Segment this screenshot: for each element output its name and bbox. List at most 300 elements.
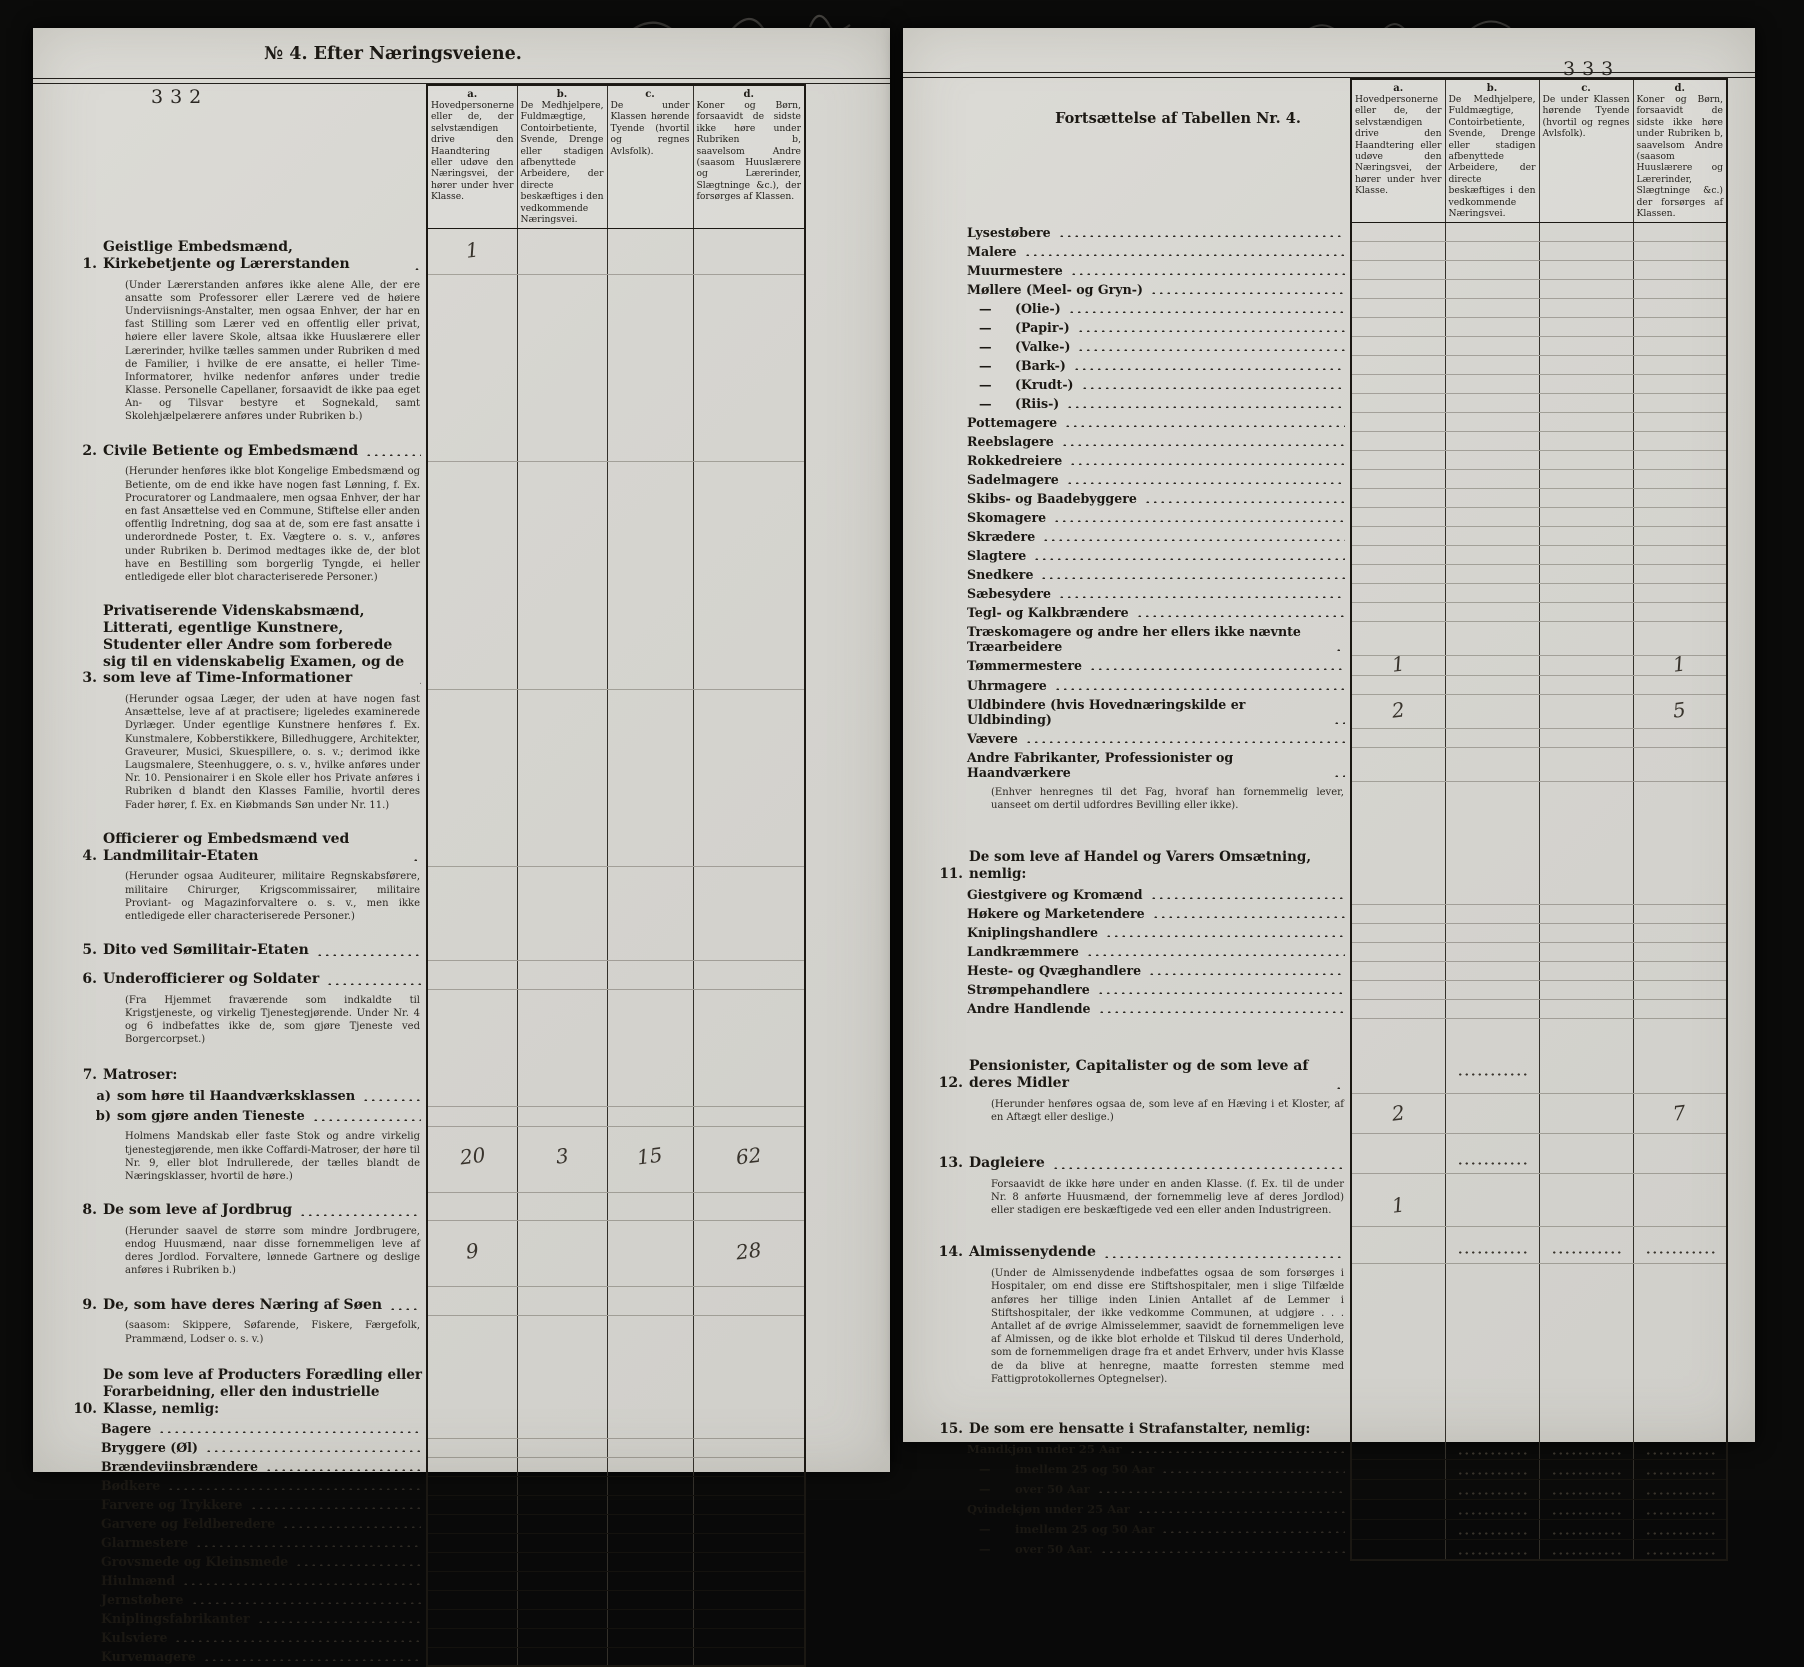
count-cell-b (517, 275, 607, 433)
count-cell-d (1633, 1226, 1727, 1234)
dot-leader (1100, 1550, 1345, 1553)
table-row (67, 1552, 805, 1571)
dot-leader (1042, 538, 1345, 541)
count-cell-d (1633, 1048, 1727, 1094)
count-cell-b (1445, 451, 1539, 470)
count-cell-d (1633, 451, 1727, 470)
count-cell-a (427, 1590, 517, 1609)
dot-leader (1066, 481, 1345, 484)
table-row (933, 489, 1727, 508)
count-cell-b (517, 1355, 607, 1420)
table-row (933, 1499, 1727, 1519)
count-cell-d (1633, 942, 1727, 961)
row-label-cell (933, 1174, 1351, 1227)
dot-leader (1069, 462, 1345, 465)
table-row (67, 1628, 805, 1647)
count-cell-b (517, 1126, 607, 1192)
count-cell-a (1351, 375, 1445, 394)
footnote-text: (Herunder saavel de større som mindre Jordbrugere, endog Huusmænd, naar disse fornemmeligen leve af deres Jordlod. Forvaltere, lønnede Gartnere og deslige anføres i Rubriken b.) (125, 1225, 420, 1277)
count-cell-a (427, 1419, 517, 1438)
row-label: Skibs- og Baadebyggere (967, 490, 1137, 506)
count-cell-a (427, 461, 517, 593)
row-label: Sæbesydere (967, 585, 1052, 601)
count-cell-c (607, 433, 693, 462)
row-label-cell (933, 242, 1351, 261)
count-cell-a (1351, 584, 1445, 603)
row-label: Andre Fabrikanter, Professionister og Haandværkere (967, 749, 1234, 780)
row-label: (Bark-) (1015, 357, 1066, 373)
count-cell-d (1633, 1094, 1727, 1133)
row-label-cell (933, 782, 1351, 821)
count-cell-b (1445, 904, 1539, 923)
count-cell-a (427, 821, 517, 867)
row-label: Vævere (967, 730, 1018, 746)
table-row (67, 932, 805, 961)
row-label: Kniplingsfabrikanter (101, 1611, 250, 1627)
count-cell-d (1633, 337, 1727, 356)
count-cell-d (1633, 223, 1727, 242)
count-cell-a (1351, 1395, 1445, 1409)
count-cell-d (1633, 318, 1727, 337)
spacer-row (933, 1395, 1727, 1409)
count-cell-d (1633, 904, 1727, 923)
dot-leader (312, 1118, 421, 1121)
row-label-cell (933, 1094, 1351, 1133)
row-label-cell (67, 1438, 427, 1457)
row-label-cell (933, 261, 1351, 280)
count-cell-d (1633, 1499, 1727, 1519)
row-label: Qvindekjøn under 25 Aar (967, 1502, 1130, 1517)
count-cell-b (1445, 999, 1539, 1018)
row-label: Skrædere (967, 528, 1036, 544)
row-label: De som leve af Jordbrug (103, 1202, 293, 1219)
dot-leader (299, 1213, 421, 1216)
count-cell-c (1539, 413, 1633, 432)
count-cell-d (1633, 885, 1727, 904)
count-cell-d (1633, 837, 1727, 885)
row-label-cell (933, 885, 1351, 904)
table-row (933, 223, 1727, 242)
count-cell-b (1445, 470, 1539, 489)
row-label: Garvere og Feldberedere (101, 1516, 276, 1532)
dot-leader (389, 1307, 421, 1310)
count-cell-a (1351, 1499, 1445, 1519)
dotted-filler (1551, 1251, 1622, 1254)
dot-leader (1054, 687, 1345, 690)
count-cell-a (427, 1055, 517, 1086)
count-cell-a (427, 229, 517, 275)
row-label-cell (67, 1476, 427, 1495)
count-cell-b (1445, 375, 1539, 394)
count-cell-c (607, 1628, 693, 1647)
count-cell-b (517, 932, 607, 961)
dotted-filler (1457, 1073, 1528, 1076)
row-label-cell (933, 375, 1351, 394)
count-cell-d (1633, 546, 1727, 565)
count-cell-a (1351, 961, 1445, 980)
dot-leader (413, 267, 421, 270)
count-cell-c (1539, 1048, 1633, 1094)
column-header-row (933, 79, 1727, 223)
count-cell-b (1445, 1409, 1539, 1440)
row-number: 6. (82, 970, 97, 987)
count-cell-c (607, 1476, 693, 1495)
table-row (67, 1106, 805, 1126)
count-cell-a (427, 1609, 517, 1628)
column-header-b (517, 85, 607, 229)
row-number: 15. (939, 1420, 963, 1437)
count-cell-d (1633, 413, 1727, 432)
row-label: Farvere og Trykkere (101, 1497, 243, 1513)
count-cell-a (427, 1355, 517, 1420)
footnote-text: (Fra Hjemmet fraværende som indkaldte til Krigstjeneste, og virkelig Tjenestegjørende. Under Nr. 4 og 6 indbefattes ikke de, som gjøre Tjeneste ved Borgercorpset.) (125, 994, 420, 1046)
count-cell-d (693, 1106, 805, 1126)
count-cell-c (1539, 318, 1633, 337)
table-row (933, 375, 1727, 394)
count-cell-c (607, 1221, 693, 1287)
count-cell-b (517, 1552, 607, 1571)
row-label: Andre Handlende (967, 1001, 1091, 1017)
count-cell-b (1445, 1018, 1539, 1048)
row-label: Uldbindere (hvis Hovednæringskilde er Uldbinding) (967, 696, 1246, 727)
count-cell-a (427, 1552, 517, 1571)
count-cell-d (693, 1086, 805, 1106)
count-cell-c (607, 1287, 693, 1316)
count-cell-b (517, 1647, 607, 1666)
row-label-cell (933, 837, 1351, 885)
row-label-cell (933, 394, 1351, 413)
count-cell-a (1351, 980, 1445, 999)
census-table-left (67, 84, 806, 1667)
count-cell-c (1539, 280, 1633, 299)
column-header-d (1633, 79, 1727, 223)
footnote-row (933, 1174, 1727, 1227)
count-cell-c (607, 932, 693, 961)
count-cell-a (1351, 432, 1445, 451)
count-cell-a (427, 433, 517, 462)
handwritten-value: 9 (464, 1237, 480, 1264)
count-cell-a (1351, 821, 1445, 837)
column-letter: b. (1486, 83, 1498, 94)
table-row (933, 527, 1727, 546)
count-cell-d (1633, 508, 1727, 527)
count-cell-d (1633, 432, 1727, 451)
count-cell-c (607, 1419, 693, 1438)
row-number: 12. (938, 1074, 963, 1091)
row-label-cell (933, 1395, 1351, 1409)
table-row (933, 280, 1727, 299)
handwritten-value: 1 (1671, 651, 1688, 678)
count-cell-a (1351, 1048, 1445, 1094)
dot-leader (195, 1544, 421, 1547)
table-row (933, 999, 1727, 1018)
count-cell-c (607, 1647, 693, 1666)
row-label-cell (933, 904, 1351, 923)
row-label-cell (933, 942, 1351, 961)
table-row (67, 1438, 805, 1457)
row-label: De som leve af Producters Forædling eller Forarbeidning, eller den industrielle Klasse, nemlig: (103, 1366, 422, 1417)
column-letter: c. (645, 89, 655, 100)
row-label-cell (933, 432, 1351, 451)
count-cell-d (1633, 1440, 1727, 1460)
dot-leader (1058, 595, 1345, 598)
column-header-b (1445, 79, 1539, 223)
handwritten-value: 7 (1671, 1100, 1688, 1126)
row-label-cell (67, 1571, 427, 1590)
count-cell-c (607, 689, 693, 821)
count-cell-b (1445, 603, 1539, 622)
row-label: Høkere og Marketendere (967, 906, 1145, 922)
count-cell-a (1351, 782, 1445, 821)
count-cell-b (1445, 242, 1539, 261)
ditto-dash: — (979, 338, 992, 354)
count-cell-b (1445, 394, 1539, 413)
column-header-c (607, 85, 693, 229)
row-label-cell (933, 1133, 1351, 1145)
page-number: 333 (1563, 58, 1621, 80)
row-number: 8. (82, 1202, 97, 1219)
count-cell-c (1539, 1459, 1633, 1479)
dotted-filler (1645, 1452, 1715, 1455)
dot-leader (1081, 386, 1345, 389)
row-number: 2. (82, 442, 97, 459)
dot-leader (1333, 721, 1345, 724)
row-label: Slagtere (967, 547, 1027, 563)
table-row (67, 1355, 805, 1420)
count-cell-b (1445, 1133, 1539, 1145)
row-number: 1. (82, 255, 97, 272)
column-description: De Medhjelpere, Fuldmægtige, Contoirbetiente, Svende, Drenge eller stadigen afbenyttede Arbeidere, der directe beskæftiges i den vedkommende Næringsvei. (520, 100, 604, 226)
count-cell-a (1351, 1440, 1445, 1460)
table-row (67, 1514, 805, 1533)
count-cell-c (1539, 729, 1633, 748)
row-label: Pottemagere (967, 414, 1058, 430)
count-cell-c (607, 461, 693, 593)
count-cell-b (517, 1438, 607, 1457)
handwritten-value: 20 (458, 1142, 487, 1170)
ditto-dash: — (979, 1522, 991, 1537)
count-cell-a (1351, 1479, 1445, 1499)
table-row (933, 584, 1727, 603)
dot-leader (1052, 1166, 1345, 1169)
table-row (933, 1048, 1727, 1094)
count-cell-a (427, 932, 517, 961)
count-cell-c (1539, 1133, 1633, 1145)
count-cell-b (1445, 413, 1539, 432)
row-label-cell (933, 1263, 1351, 1395)
row-label-cell (933, 299, 1351, 318)
dot-leader (1150, 896, 1345, 899)
table-row (933, 546, 1727, 565)
dot-leader (1066, 405, 1345, 408)
count-cell-a (427, 1514, 517, 1533)
count-cell-a (427, 1192, 517, 1221)
count-cell-b (517, 1055, 607, 1086)
row-label-cell (933, 1519, 1351, 1539)
count-cell-b (517, 1287, 607, 1316)
count-cell-a (1351, 729, 1445, 748)
count-cell-b (1445, 356, 1539, 375)
dot-leader (1068, 310, 1345, 313)
row-label: Dagleiere (969, 1155, 1045, 1172)
row-label: Reebslagere (967, 433, 1054, 449)
row-label: Muurmestere (967, 262, 1063, 278)
count-cell-b (1445, 1226, 1539, 1234)
count-cell-d (693, 1055, 805, 1086)
footnote-row (67, 1315, 805, 1354)
count-cell-c (1539, 999, 1633, 1018)
count-cell-d (1633, 470, 1727, 489)
dotted-filler (1457, 1472, 1528, 1475)
count-cell-c (1539, 394, 1633, 413)
count-cell-a (1351, 223, 1445, 242)
row-label: Rokkedreiere (967, 452, 1063, 468)
row-label-cell (933, 318, 1351, 337)
count-cell-d (1633, 394, 1727, 413)
count-cell-a (427, 275, 517, 433)
table-row (67, 1192, 805, 1221)
footnote-text: Forsaavidt de ikke høre under en anden Klasse. (f. Ex. til de under Nr. 8 anførte Huusmænd, der fornemmelig leve af deres Jordlod) eller stadigen ere beskæftigede ved een eller anden Industrigreen. (991, 1178, 1344, 1217)
page-333 (903, 28, 1755, 1557)
count-cell-a (1351, 280, 1445, 299)
row-label: Strømpehandlere (967, 982, 1090, 998)
dot-leader (316, 953, 421, 956)
row-label-cell (67, 1315, 427, 1354)
dot-leader (1103, 1255, 1345, 1258)
count-cell-a (1351, 748, 1445, 782)
row-number: 10. (73, 1400, 97, 1417)
page-title: № 4. Efter Næringsveiene. (264, 44, 522, 64)
row-label-cell (933, 546, 1351, 565)
column-letter: c. (1581, 83, 1591, 94)
count-cell-b (1445, 821, 1539, 837)
count-cell-d (693, 866, 805, 932)
count-cell-b (517, 1106, 607, 1126)
dot-leader (418, 681, 421, 684)
count-cell-c (607, 1106, 693, 1126)
column-description: De Medhjelpere, Fuldmægtige, Contoirbetiente, Svende, Drenge eller stadigen afbenyttede Arbeidere, der directe beskæftiges i den vedkommende Næringsvei. (1448, 94, 1536, 220)
count-cell-c (607, 821, 693, 867)
count-cell-a (427, 1438, 517, 1457)
count-cell-a (1351, 337, 1445, 356)
row-label: Bødkere (101, 1478, 161, 1494)
ditto-dash: — (979, 300, 992, 316)
count-cell-d (1633, 1409, 1727, 1440)
count-cell-a (427, 1533, 517, 1552)
count-cell-c (1539, 1234, 1633, 1263)
row-label: Brændeviinsbrændere (101, 1459, 259, 1475)
row-label-cell (67, 1609, 427, 1628)
dot-leader (1073, 367, 1345, 370)
table-row (933, 451, 1727, 470)
count-cell-d (1633, 923, 1727, 942)
dot-leader (1024, 253, 1345, 256)
count-cell-d (1633, 729, 1727, 748)
dotted-filler (1645, 1512, 1715, 1515)
table-row (933, 904, 1727, 923)
column-description: Hovedpersonerne eller de, der selvstændigen drive den Haandtering eller udøve den Næringsvei, der hører under hver Klasse. (431, 100, 515, 203)
count-cell-d (693, 1609, 805, 1628)
count-cell-b (517, 593, 607, 689)
count-cell-c (1539, 1409, 1633, 1440)
count-cell-d (1633, 375, 1727, 394)
table-row (67, 1055, 805, 1086)
footnote-row (67, 990, 805, 1056)
count-cell-d (1633, 748, 1727, 782)
count-cell-b (517, 866, 607, 932)
count-cell-c (1539, 375, 1633, 394)
row-label-cell (67, 1355, 427, 1420)
count-cell-a (427, 1476, 517, 1495)
row-number: 7. (82, 1067, 97, 1084)
footnote-text: Holmens Mandskab eller faste Stok og andre virkelig tjenestegjørende, men ikke Coffardi-Matroser, der høre til Nr. 9, eller blot Indrullerede, der tælles blandt de Næringsklasser, hvortil de høre.) (125, 1131, 420, 1182)
footnote-text: (Herunder henføres ikke blot Kongelige Embedsmænd og Betiente, om de end ikke have nogen fast Lønning, f. Ex. Procuratorer og Landmaalere, men ogsaa Enhver, der har en fast Ansættelse ved en Commune, Stiftelse eller anden offentlig Indretning, dog saa at de, som ere fast ansatte i underordnede Poster, t. Ex. Vægtere o. s. v., anføres under Rubriken b. Derimod medtages ikke de, der blot have en Bestilling som borgerlig Tyngde, ei heller entledigede eller blot characteriserede Personer.) (125, 466, 420, 583)
count-cell-a (1351, 546, 1445, 565)
count-cell-c (1539, 837, 1633, 885)
count-cell-c (1539, 242, 1633, 261)
table-row (67, 1571, 805, 1590)
row-label: De som ere hensatte i Strafanstalter, nemlig: (969, 1420, 1311, 1437)
count-cell-b (1445, 622, 1539, 656)
page-content (33, 28, 890, 1667)
row-label-cell (67, 1192, 427, 1221)
row-label: Træskomagere og andre her ellers ikke nævnte Træarbeidere (967, 623, 1301, 654)
row-label: Heste- og Qvæghandlere (967, 963, 1142, 979)
table-row (933, 1440, 1727, 1460)
count-cell-d (1633, 356, 1727, 375)
count-cell-b (1445, 546, 1539, 565)
footnote-row (67, 275, 805, 433)
table-row (933, 565, 1727, 584)
count-cell-d (693, 932, 805, 961)
footnote-row (67, 1221, 805, 1287)
row-label-cell (67, 1287, 427, 1316)
count-cell-c (1539, 622, 1633, 656)
dot-leader (1335, 1086, 1345, 1089)
dot-leader (1058, 234, 1345, 237)
row-label-cell (67, 1126, 427, 1192)
dot-leader (257, 1620, 421, 1623)
count-cell-a (427, 961, 517, 990)
table-row (933, 299, 1727, 318)
count-cell-b (517, 1476, 607, 1495)
footnote-text: (saasom: Skippere, Søfarende, Fiskere, Færgefolk, Prammænd, Lodser o. s. v.) (125, 1320, 420, 1345)
count-cell-a (1351, 1539, 1445, 1560)
count-cell-d (693, 689, 805, 821)
dotted-filler (1645, 1532, 1715, 1535)
count-cell-c (1539, 885, 1633, 904)
row-label-cell (67, 1106, 427, 1126)
count-cell-c (1539, 508, 1633, 527)
row-label-cell (67, 1590, 427, 1609)
count-cell-c (607, 275, 693, 433)
count-cell-b (1445, 1395, 1539, 1409)
dotted-filler (1457, 1512, 1528, 1515)
count-cell-d (1633, 527, 1727, 546)
count-cell-b (1445, 942, 1539, 961)
row-label-cell (67, 1055, 427, 1086)
count-cell-b (1445, 223, 1539, 242)
count-cell-c (607, 593, 693, 689)
count-cell-a (427, 1315, 517, 1354)
table-row (933, 1539, 1727, 1560)
row-number: 5. (82, 942, 97, 959)
spacer-row (933, 1018, 1727, 1048)
count-cell-b (1445, 961, 1539, 980)
count-cell-d (1633, 1174, 1727, 1227)
dot-leader (1025, 740, 1345, 743)
table-row (933, 1459, 1727, 1479)
